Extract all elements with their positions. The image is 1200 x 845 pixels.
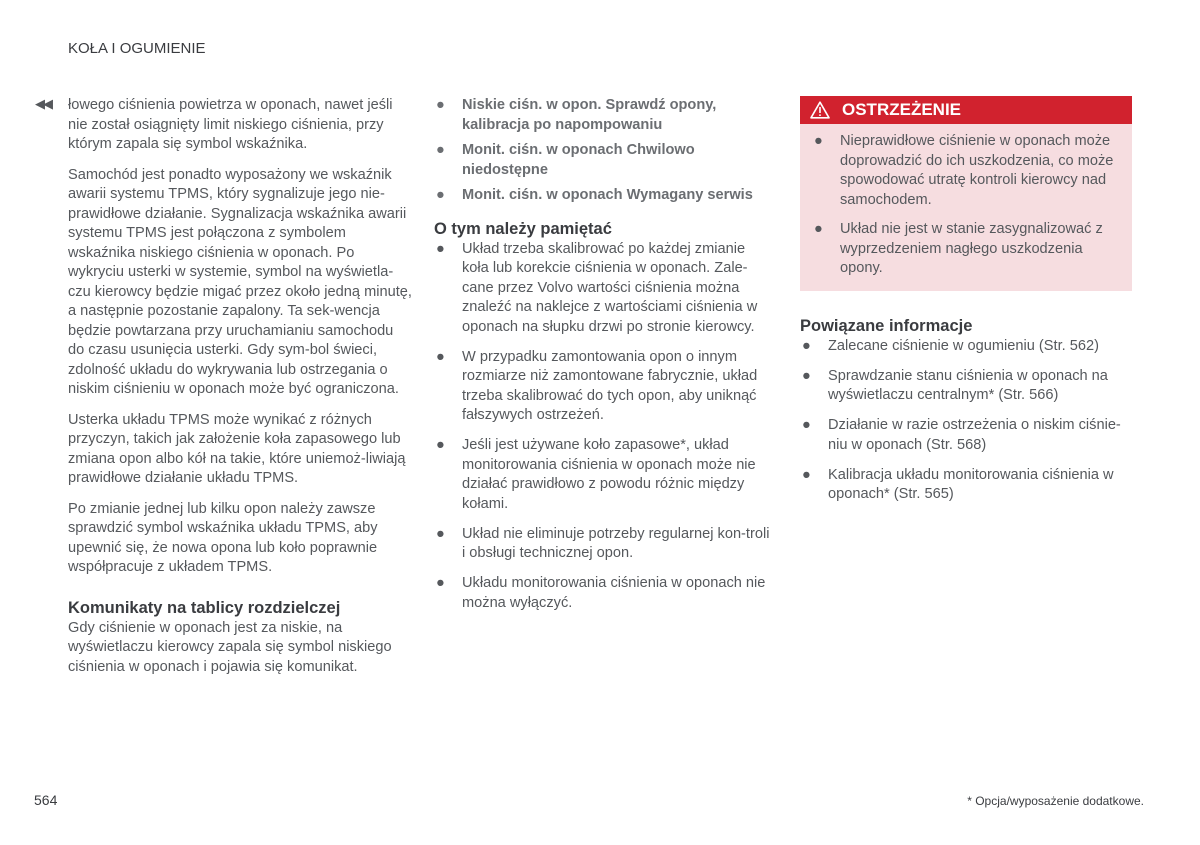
- bullet-icon: ●: [436, 97, 445, 113]
- list-item: [434, 348, 774, 426]
- section-heading-remember: O tym należy pamiętać: [434, 219, 612, 238]
- related-link[interactable]: Działanie w razie ostrzeżenia o niskim ciśnie-niu w oponach (Str. 568): [828, 417, 1121, 453]
- bullet-icon: ●: [436, 437, 445, 453]
- list-item: [434, 436, 774, 514]
- list-item-text: Układ trzeba skalibrować po każdej zmianie koła lub korekcie ciśnienia w oponach. Zale-cane przez Volvo wartości ciśnienia można znaleźć na naklejce z wartościami ciśnienia w oponach na słupku drzwi po stronie kierowcy.: [462, 240, 758, 335]
- list-item: [800, 337, 1132, 357]
- bullet-icon: ●: [802, 417, 811, 433]
- message-text: Monit. ciśn. w oponach Wymagany serwis: [462, 187, 753, 203]
- paragraph: Samochód jest ponadto wyposażony we wskaźnik awarii systemu TPMS, który sygnalizuje jego nie-prawidłowe działanie. Sygnalizacja wskaźnika awarii systemu TPMS jest połączona z symbolem wskaźnika niskiego ciśnienia w oponach. Po wykryciu usterki w systemie, symbol na wyświetla-czu kierowcy będzie migać przez około jedną minutę, a następnie pozostanie zapalony. Ta sek-wencja będzie powtarzana przy uruchamianiu samochodu do czasu usunięcia usterki. Gdy sym-bol świeci, zdolność układu do wykrywania lub ostrzegania o niskim ciśnieniu w oponach może być ograniczona.: [68, 166, 412, 397]
- page-number: 564: [34, 792, 58, 808]
- bullet-icon: ●: [436, 348, 445, 365]
- warning-text: Układ nie jest w stanie zasygnalizować z wyprzedzeniem nagłego uszkodzenia opony.: [840, 221, 1103, 276]
- column-1: [68, 96, 413, 688]
- list-item-text: W przypadku zamontowania opon o innym rozmiarze niż zamontowane fabrycznie, układ trzeba skalibrować do tych opon, aby uniknąć fałszywych ostrzeżeń.: [462, 348, 758, 423]
- warning-list: [812, 132, 1120, 279]
- bullet-icon: ●: [802, 466, 811, 483]
- warning-triangle-icon: [810, 101, 830, 119]
- bullet-icon: ●: [436, 240, 445, 257]
- bullet-icon: ●: [814, 221, 823, 237]
- list-item: [434, 141, 774, 180]
- related-link[interactable]: Zalecane ciśnienie w ogumieniu (Str. 562): [828, 337, 1099, 354]
- paragraph: Usterka układu TPMS może wynikać z różnych przyczyn, takich jak założenie koła zapasowego lub zmiana opon albo kół na takie, które uniemoż-liwiają prawidłowe działanie układu TPMS.: [68, 411, 406, 486]
- warning-box: [800, 96, 1132, 291]
- bullet-icon: ●: [436, 187, 445, 203]
- paragraph: łowego ciśnienia powietrza w oponach, nawet jeśli nie został osiągnięty limit niskiego ciśnienia, przy którym zapala się symbol wskaźnika.: [68, 97, 393, 152]
- bullet-icon: ●: [802, 337, 811, 354]
- bullet-icon: ●: [436, 142, 445, 158]
- bullet-icon: ●: [802, 367, 811, 384]
- paragraph: Po zmianie jednej lub kilku opon należy zawsze sprawdzić symbol wskaźnika układu TPMS, aby upewnić się, że nowa opona lub koło poprawnie współpracuje z układem TPMS.: [68, 500, 378, 575]
- warning-body: [800, 124, 1132, 291]
- bullet-icon: ●: [436, 575, 445, 591]
- section-heading-related-info: Powiązane informacje: [800, 316, 973, 335]
- related-link[interactable]: Sprawdzanie stanu ciśnienia w oponach na wyświetlaczu centralnym* (Str. 566): [828, 367, 1108, 403]
- list-item: [800, 416, 1132, 455]
- warning-text: Nieprawidłowe ciśnienie w oponach może doprowadzić do ich uszkodzenia, co może spowodować utratę kontroli kierowcy nad samochodem.: [840, 133, 1114, 208]
- warning-title: OSTRZEŻENIE: [842, 100, 962, 119]
- list-item: [434, 96, 774, 135]
- list-item: [800, 466, 1132, 505]
- list-item: [434, 525, 774, 564]
- page-header: KOŁA I OGUMIENIE: [68, 40, 206, 57]
- related-link[interactable]: Kalibracja układu monitorowania ciśnienia w oponach* (Str. 565): [828, 466, 1114, 502]
- list-item-text: Układ nie eliminuje potrzeby regularnej kon-troli i obsługi technicznej opon.: [462, 525, 770, 561]
- list-item-text: Układu monitorowania ciśnienia w oponach nie można wyłączyć.: [462, 575, 766, 611]
- list-item: [800, 367, 1132, 406]
- message-text: Niskie ciśn. w opon. Sprawdź opony, kalibracja po napompowaniu: [462, 97, 717, 133]
- message-text: Monit. ciśn. w oponach Chwilowo niedostępne: [462, 142, 695, 178]
- footnote: * Opcja/wyposażenie dodatkowe.: [967, 794, 1144, 808]
- list-item: [812, 220, 1120, 279]
- paragraph: Gdy ciśnienie w oponach jest za niskie, na wyświetlaczu kierowcy zapala się symbol niskiego ciśnienia w oponach i pojawia się komunikat.: [68, 619, 392, 675]
- list-item: [434, 240, 774, 338]
- list-item: [434, 574, 774, 613]
- related-info-list: [800, 337, 1132, 505]
- remember-list: [434, 240, 774, 614]
- list-item: [434, 186, 774, 206]
- bullet-icon: ●: [814, 133, 823, 149]
- list-item-text: Jeśli jest używane koło zapasowe*, układ monitorowania ciśnienia w oponach może nie działać prawidłowo z powodu różnic między kołami.: [462, 437, 756, 512]
- bullet-icon: ●: [436, 525, 445, 542]
- column-2: [434, 96, 774, 624]
- message-list: [434, 96, 774, 206]
- continuation-marker: ◀◀: [35, 96, 51, 111]
- list-item: [812, 132, 1120, 210]
- section-heading-dashboard-messages: Komunikaty na tablicy rozdzielczej: [68, 598, 341, 617]
- column-3: [800, 96, 1132, 515]
- warning-header: [800, 96, 1132, 124]
